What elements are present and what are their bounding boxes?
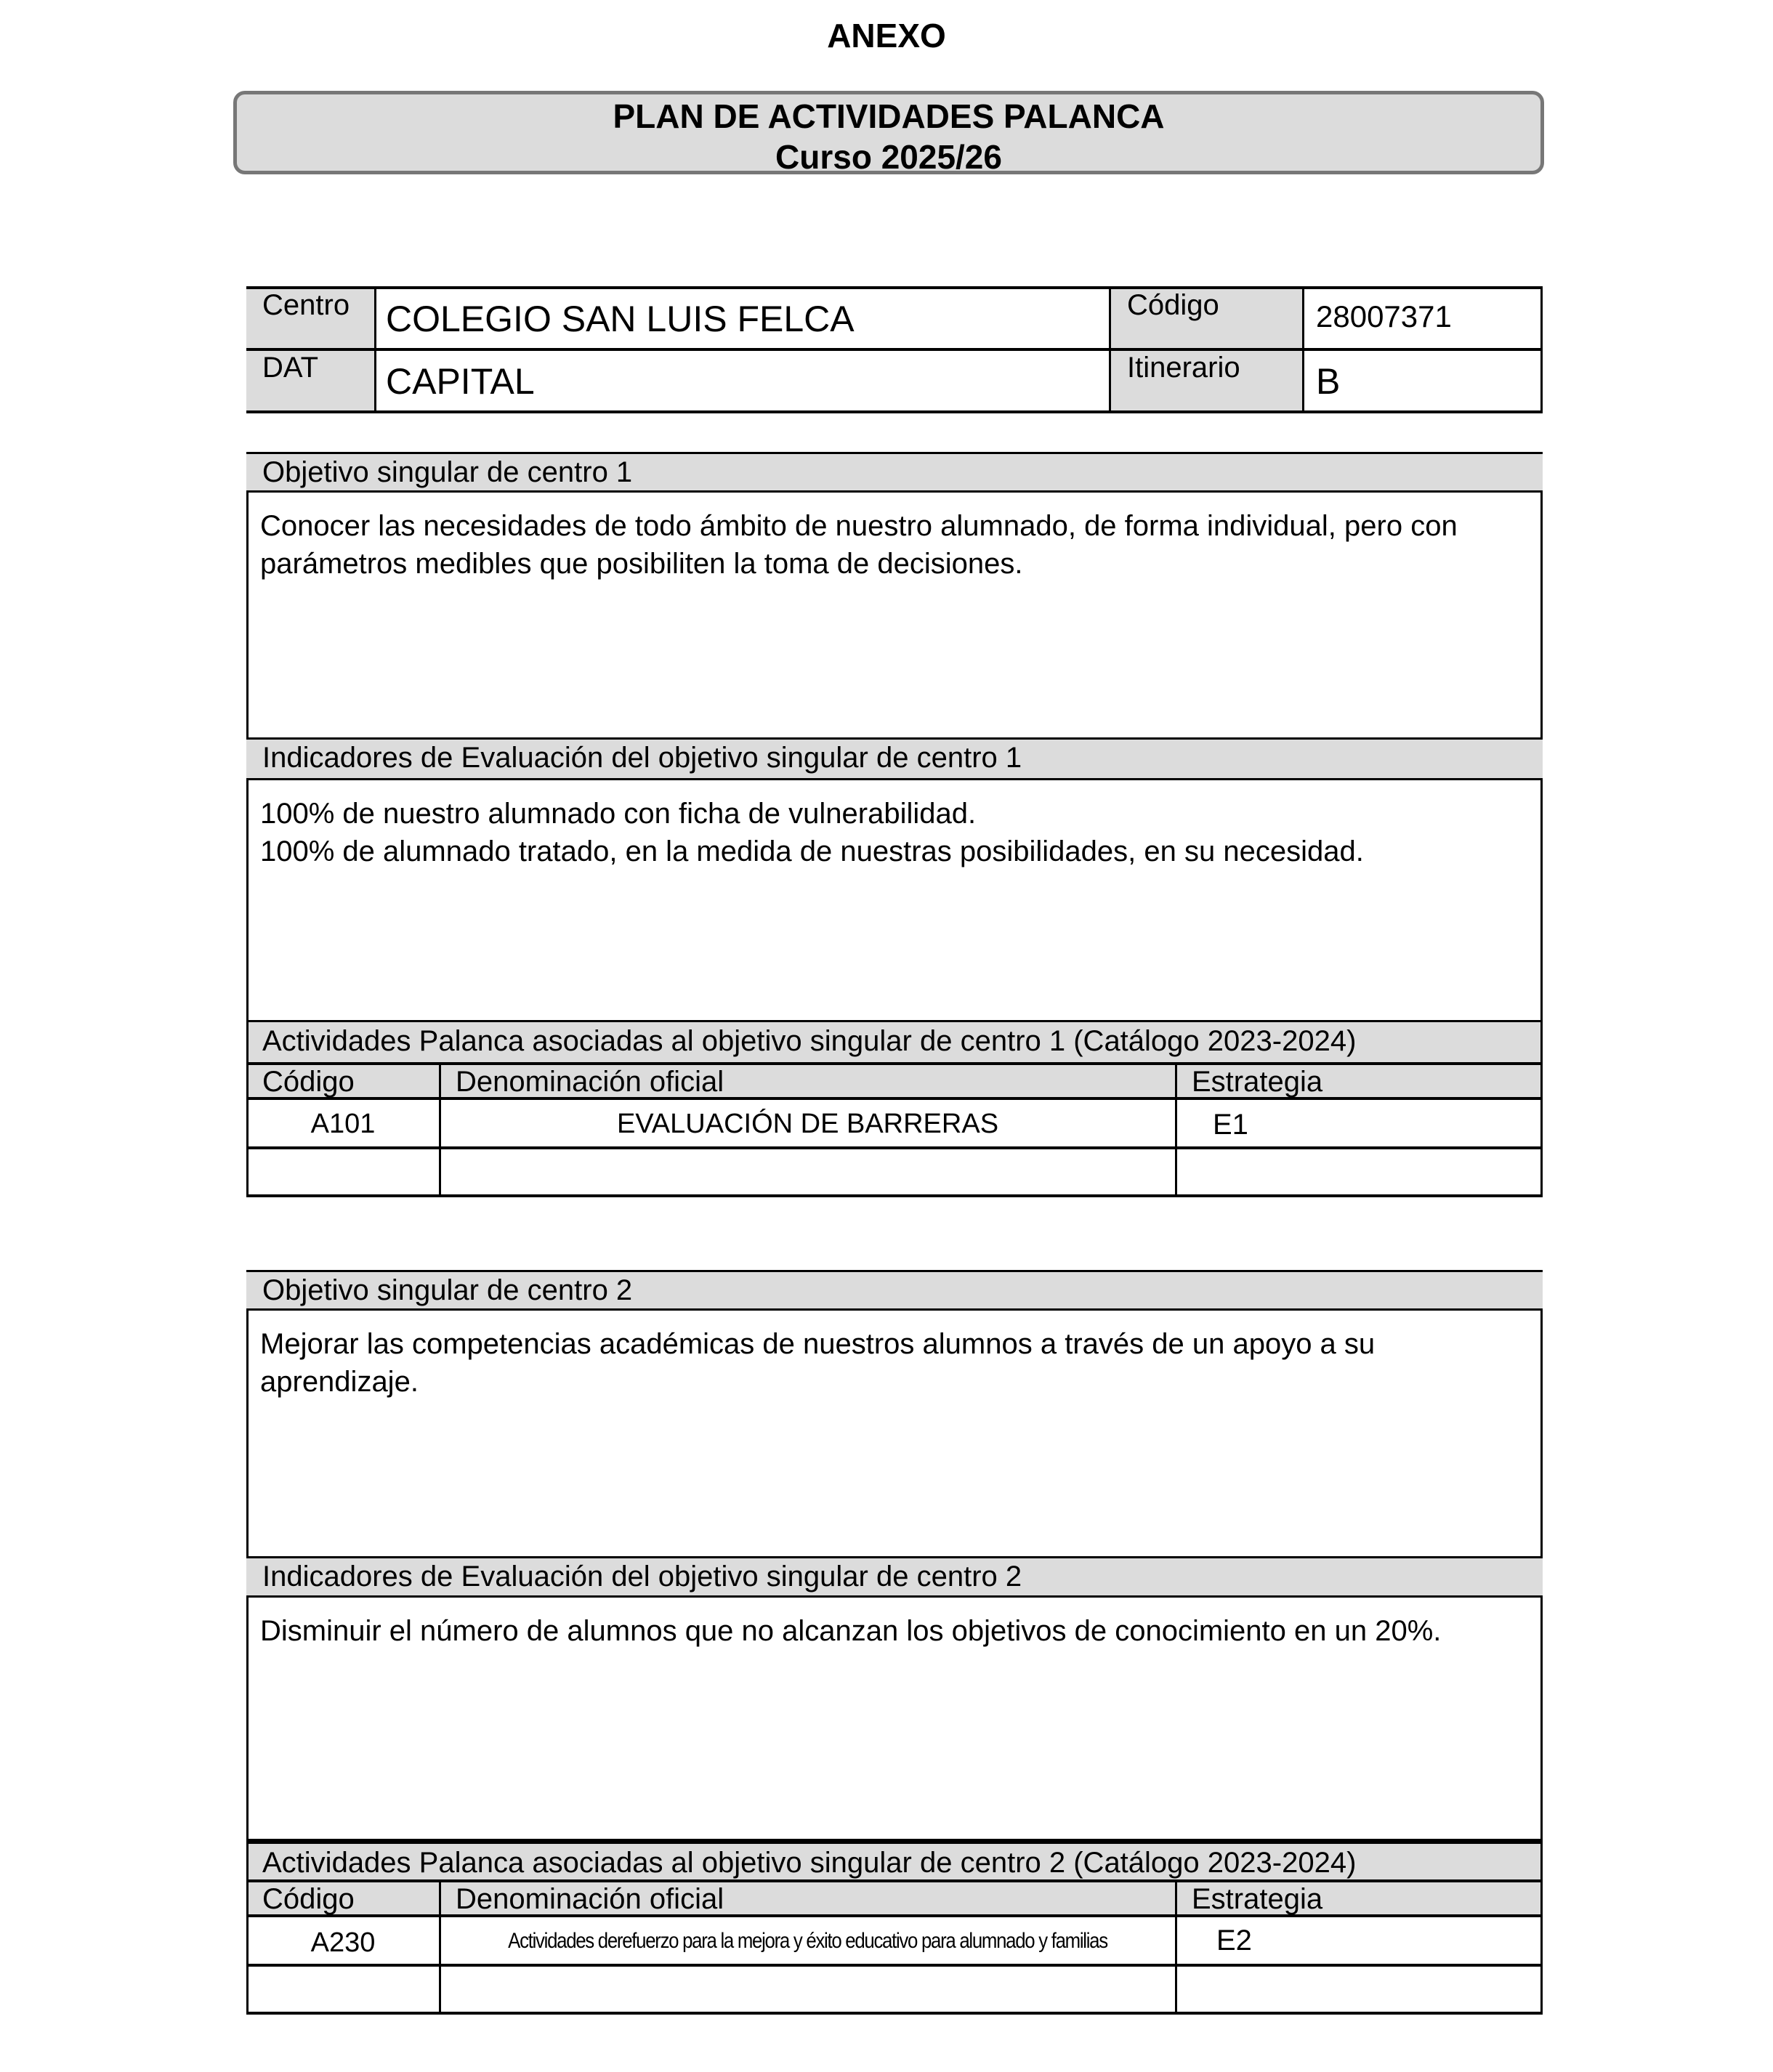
itinerario-value: B	[1316, 361, 1341, 402]
row-codigo: A101	[310, 1109, 376, 1139]
activities-label: Actividades Palanca asociadas al objetivo singular de centro 1 (Catálogo 2023-2024)	[246, 1022, 1543, 1062]
title-box	[233, 91, 1544, 174]
col-codigo: Código	[262, 1883, 355, 1915]
codigo-value: 28007371	[1316, 299, 1452, 333]
row-denominacion: EVALUACIÓN DE BARRERAS	[616, 1109, 999, 1139]
col-denominacion: Denominación oficial	[456, 1883, 724, 1915]
dat-label: DAT	[262, 352, 319, 384]
indicators-text	[246, 778, 1543, 1022]
objective-section-1	[246, 452, 1543, 1197]
row-estrategia: E1	[1213, 1109, 1248, 1141]
objective-label: Objetivo singular de centro 2	[246, 1270, 1543, 1308]
objective-section-2	[246, 1270, 1543, 2015]
centro-label: Centro	[262, 289, 350, 321]
indicator-line: 100% de nuestro alumnado con ficha de vulnerabilidad.	[260, 798, 977, 830]
col-codigo: Código	[262, 1066, 355, 1098]
col-estrategia: Estrategia	[1192, 1883, 1323, 1915]
indicator-line: Disminuir el número de alumnos que no alcanzan los objetivos de conocimiento en un 20%.	[260, 1615, 1442, 1647]
itinerario-label: Itinerario	[1127, 352, 1240, 384]
row-codigo: A230	[310, 1927, 376, 1958]
col-estrategia: Estrategia	[1192, 1066, 1323, 1098]
indicator-line: 100% de alumnado tratado, en la medida de nuestras posibilidades, en su necesidad.	[260, 835, 1364, 867]
course-title: Curso 2025/26	[775, 138, 1002, 176]
col-denominacion: Denominación oficial	[456, 1066, 724, 1098]
plan-title: PLAN DE ACTIVIDADES PALANCA	[613, 97, 1165, 135]
annex-heading: ANEXO	[827, 17, 946, 54]
center-info-table	[246, 286, 1543, 413]
activities-label: Actividades Palanca asociadas al objetivo singular de centro 2 (Catálogo 2023-2024)	[246, 1841, 1543, 1879]
indicators-label: Indicadores de Evaluación del objetivo singular de centro 2	[246, 1558, 1543, 1595]
row-estrategia: E2	[1216, 1925, 1252, 1956]
objective-label: Objetivo singular de centro 1	[246, 452, 1543, 490]
row-denominacion: Actividades derefuerzo para la mejora y éxito educativo para alumnado y familias	[508, 1929, 1107, 1953]
centro-value: COLEGIO SAN LUIS FELCA	[386, 299, 855, 339]
indicators-label: Indicadores de Evaluación del objetivo singular de centro 1	[246, 740, 1543, 778]
codigo-label: Código	[1127, 289, 1219, 321]
indicators-text	[246, 1595, 1543, 1841]
objective-text: Mejorar las competencias académicas de nuestros alumnos a través de un apoyo a su aprendizaje.	[246, 1308, 1543, 1558]
dat-value: CAPITAL	[386, 361, 535, 402]
objective-text: Conocer las necesidades de todo ámbito de nuestro alumnado, de forma individual, pero con parámetros medibles que posibiliten la toma de decisiones.	[246, 490, 1543, 740]
